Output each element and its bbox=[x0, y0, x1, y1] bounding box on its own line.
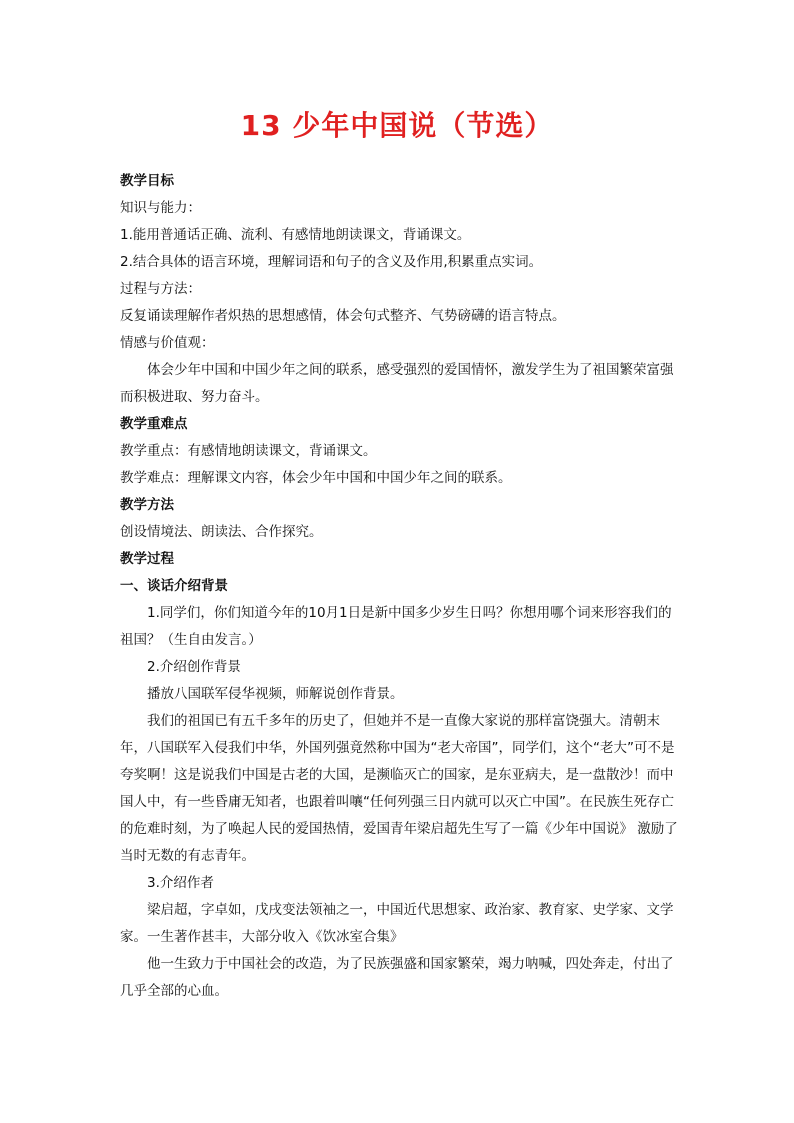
emotion-text: 体会少年中国和中国少年之间的联系，感受强烈的爱国情怀，激发学生为了祖国繁荣富强而积极进取、努力奋斗。 bbox=[120, 362, 674, 405]
method-heading: 教学方法 bbox=[120, 497, 174, 513]
step1-question: 1.同学们，你们知道今年的10月1日是新中国多少岁生日吗？你想用哪个词来形容我们的祖国？（生自由发言。） bbox=[120, 605, 672, 648]
step3-text-2: 他一生致力于中国社会的改造，为了民族强盛和国家繁荣，竭力呐喊，四处奔走，付出了几乎全部的心血。 bbox=[120, 956, 674, 999]
step1-heading: 一、谈话介绍背景 bbox=[120, 578, 228, 594]
key-point: 教学重点：有感情地朗读课文，背诵课文。 bbox=[120, 443, 377, 459]
step3-label: 3.介绍作者 bbox=[147, 875, 214, 891]
goals-heading: 教学目标 bbox=[120, 173, 174, 189]
knowledge-item-1: 1.能用普通话正确、流利、有感情地朗读课文，背诵课文。 bbox=[120, 227, 471, 243]
step2-text: 我们的祖国已有五千多年的历史了，但她并不是一直像大家说的那样富饶强大。清朝末年，八国联军入侵我们中华，外国列强竟然称中国为“老大帝国”，同学们，这个“老大”可不是夸奖啊！这是说我们中国是古老的大国，是濒临灭亡的国家，是东亚病夫，是一盘散沙！而中国人中，有一些昏庸无知者，也跟着叫嚷“任何列强三日内就可以灭亡中国”。在民族生死存亡的危难时刻，为了唤起人民的爱国热情，爱国青年梁启超先生写了一篇《少年中国说》 激励了当时无数的有志青年。 bbox=[120, 713, 678, 864]
step2-label: 2.介绍创作背景 bbox=[147, 659, 241, 675]
emotion-label: 情感与价值观： bbox=[120, 335, 215, 351]
knowledge-item-2: 2.结合具体的语言环境，理解词语和句子的含义及作用,积累重点实词。 bbox=[120, 254, 543, 270]
knowledge-label: 知识与能力： bbox=[120, 200, 201, 216]
difficult-point: 教学难点：理解课文内容，体会少年中国和中国少年之间的联系。 bbox=[120, 470, 512, 486]
method-text: 创设情境法、朗读法、合作探究。 bbox=[120, 524, 323, 540]
key-heading: 教学重难点 bbox=[120, 416, 188, 432]
process-text: 反复诵读理解作者炽热的思想感情，体会句式整齐、气势磅礴的语言特点。 bbox=[120, 308, 566, 324]
page-title: 13 少年中国说（节选） bbox=[240, 109, 554, 142]
step3-text: 梁启超，字卓如，戊戌变法领袖之一，中国近代思想家、政治家、教育家、史学家、文学家。一生著作甚丰，大部分收入《饮冰室合集》 bbox=[120, 902, 674, 945]
document-body bbox=[120, 168, 678, 1005]
process-label: 过程与方法： bbox=[120, 281, 201, 297]
teaching-process-heading: 教学过程 bbox=[120, 551, 174, 567]
step2-video: 播放八国联军侵华视频，师解说创作背景。 bbox=[147, 686, 404, 702]
